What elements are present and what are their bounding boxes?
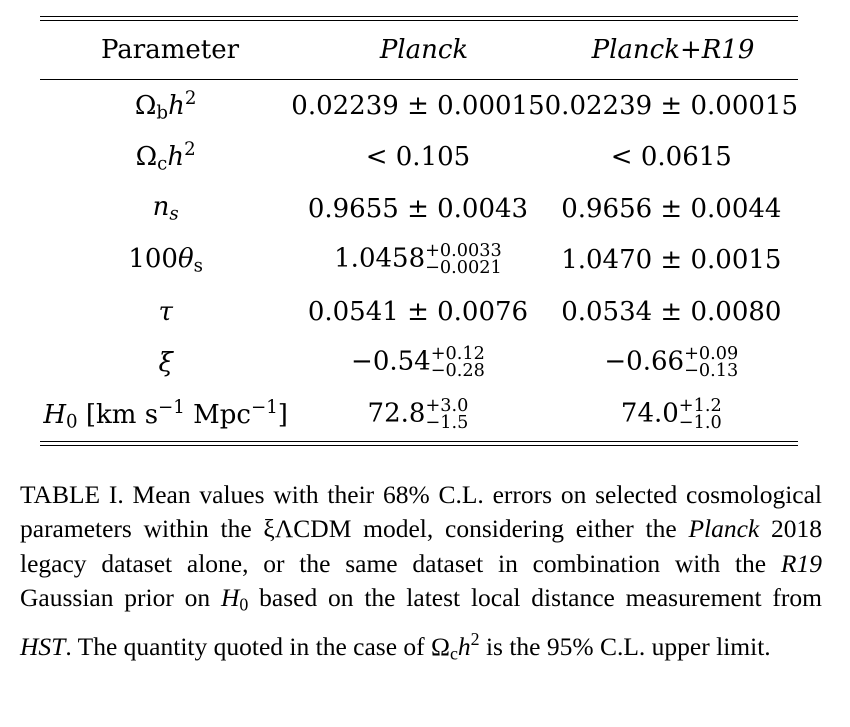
param-100-theta-s: $100\theta_s$: [128, 243, 203, 277]
param-omega-c-h2: $\Omega_ch^2$: [135, 139, 196, 176]
planck-r19-value: 74.0 +1.2 −1.0: [620, 395, 722, 433]
table-row: [40, 286, 798, 338]
planck-value: 72.8 +3.0 −1.5: [367, 395, 469, 433]
planck-value: 0.0541 ± 0.0076: [307, 296, 529, 327]
param-tau: τ: [158, 296, 173, 327]
planck-value: 0.9655 ± 0.0043: [307, 193, 529, 224]
param-xi: ξ: [158, 348, 173, 379]
planck-value: < 0.105: [365, 142, 471, 173]
planck-value: 1.0458 +0.0033 −0.0021: [334, 241, 502, 279]
table-row: [40, 338, 798, 390]
table-row: [40, 235, 798, 287]
table-row: [40, 183, 798, 235]
param-omega-b-h2: $\Omega_bh^2$: [134, 87, 197, 124]
planck-value: −0.54 +0.12 −0.28: [351, 344, 485, 382]
table-row: [40, 80, 798, 132]
planck-r19-value: −0.66 +0.09 −0.13: [604, 344, 739, 382]
planck-value: 0.02239 ± 0.00015: [291, 90, 545, 121]
parameter-table: [40, 16, 798, 446]
planck-r19-value: 0.9656 ± 0.0044: [561, 193, 782, 224]
param-ns: $n_s$: [152, 192, 179, 226]
param-h0: $H_0$ [km $s^{-1}$ Mpc$^{-1}$]: [43, 396, 288, 433]
table-body: [40, 21, 798, 79]
header-planck: Planck: [379, 35, 469, 65]
planck-r19-value: < 0.0615: [610, 142, 732, 173]
table-caption: TABLE I. Mean values with their 68% C.L. errors on selected cosmological parameters within the ξΛCDM model, considering either the Planck 2018 legacy dataset alone, or the same dataset in combination with the R19 Gaussian prior on $H_0$ based on the latest local distance measurement from HST. The quantity quoted in the case of $\Omega_ch^2$ is the 95% C.L. upper limit.: [20, 480, 822, 663]
table-row: [40, 132, 798, 184]
header-planck-r19: Planck+R19: [591, 35, 755, 65]
header-parameter: Parameter: [100, 35, 240, 65]
table-rows: [40, 80, 798, 441]
bottom-rule: [40, 441, 798, 446]
table-row: [40, 389, 798, 441]
planck-r19-value: 0.0534 ± 0.0080: [561, 296, 782, 327]
header-row: [40, 21, 798, 79]
planck-r19-value: 1.0470 ± 0.0015: [561, 245, 782, 276]
planck-r19-value: 0.02239 ± 0.00015: [544, 90, 798, 121]
